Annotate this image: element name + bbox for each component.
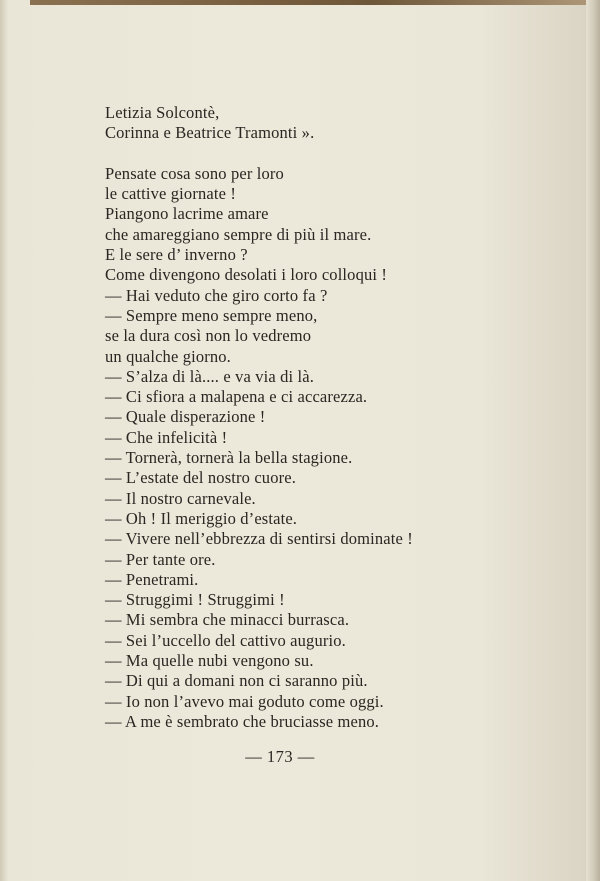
verse-line: se la dura così non lo vedremo <box>105 326 312 346</box>
dialogue-line: — Di qui a domani non ci saranno più. <box>105 671 368 691</box>
stanza-gap <box>105 144 545 164</box>
header-line: Corinna e Beatrice Tramonti ». <box>105 123 315 143</box>
dialogue-line: — Ci sfiora a malapena e ci accarezza. <box>105 387 368 407</box>
page-number: — 173 — <box>245 747 315 766</box>
dialogue-line: — Hai veduto che giro corto fa ? <box>105 285 328 305</box>
dialogue-line: — Penetrami. <box>105 569 199 589</box>
dialogue-line: — Struggimi ! Struggimi ! <box>105 590 285 610</box>
poem-text <box>105 103 545 732</box>
verse-line: E le sere d’ inverno ? <box>105 245 248 265</box>
dialogue-line: — Il nostro carnevale. <box>105 488 256 508</box>
dialogue-line: — S’alza di là.... e va via di là. <box>105 366 314 386</box>
dialogue-line: — Che infelicità ! <box>105 427 228 447</box>
dialogue-line: — Per tante ore. <box>105 549 216 569</box>
dialogue-line: — Sempre meno sempre meno, <box>105 305 318 325</box>
verse-line: un qualche giorno. <box>105 346 231 366</box>
verse-line: le cattive giornate ! <box>105 184 236 204</box>
dialogue-line: — Mi sembra che minacci burrasca. <box>105 610 350 630</box>
dialogue-line: — Quale disperazione ! <box>105 407 266 427</box>
dialogue-line: — Sei l’uccello del cattivo augurio. <box>105 630 346 650</box>
page-top-edge <box>30 0 600 5</box>
verse-line: che amareggiano sempre di più il mare. <box>105 224 372 244</box>
dialogue-line: — A me è sembrato che bruciasse meno. <box>105 711 380 731</box>
page-right-edge <box>586 0 600 881</box>
verse-line: Pensate cosa sono per loro <box>105 163 284 183</box>
verse-line: Piangono lacrime amare <box>105 204 269 224</box>
dialogue-line: — Vivere nell’ebbrezza di sentirsi dominate ! <box>105 529 413 549</box>
dialogue-line: — Tornerà, tornerà la bella stagione. <box>105 448 353 468</box>
dialogue-line: — Io non l’avevo mai goduto come oggi. <box>105 691 384 711</box>
dialogue-line: — L’estate del nostro cuore. <box>105 468 296 488</box>
dialogue-line: — Oh ! Il meriggio d’estate. <box>105 508 298 528</box>
verse-line: Come divengono desolati i loro colloqui ! <box>105 265 388 285</box>
header-line: Letizia Solcontè, <box>105 103 220 122</box>
dialogue-line: — Ma quelle nubi vengono su. <box>105 651 314 671</box>
